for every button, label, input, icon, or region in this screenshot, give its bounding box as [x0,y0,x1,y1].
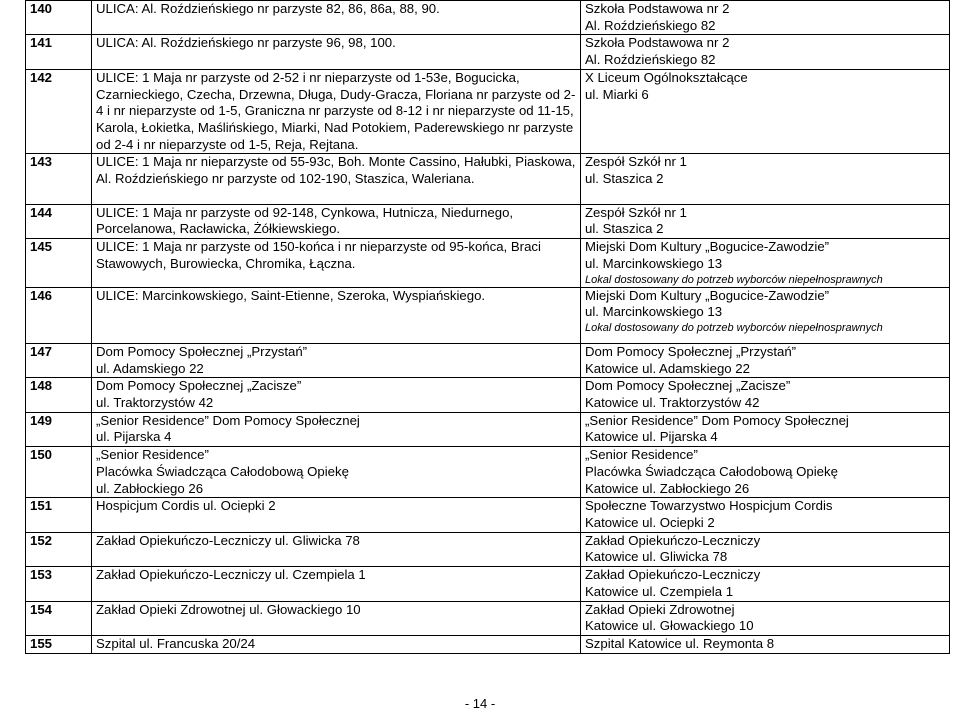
location-line: Placówka Świadcząca Całodobową Opiekę [585,463,838,479]
table-row [26,35,950,69]
table-row [26,204,950,238]
district-number: 149 [26,412,92,446]
accessibility-note: Lokal dostosowany do potrzeb wyborców niepełnosprawnych [585,273,883,286]
location-line: Zakład Opiekuńczo-Leczniczy [585,567,761,583]
polling-station-location [581,154,950,204]
polling-station-location [581,343,950,377]
streets-line: ul. Traktorzystów 42 [96,395,214,411]
streets-line: ULICE: 1 Maja nr parzyste od 92-148, Cynkowa, Hutnicza, Niedurnego, [96,204,514,220]
location-line: ul. Staszica 2 [585,221,664,237]
polling-station-location [581,447,950,498]
table-row [26,498,950,532]
streets-line: Hospicjum Cordis ul. Ociepki 2 [96,498,276,514]
table-row [26,412,950,446]
table-row [26,532,950,566]
polling-station-location [581,567,950,601]
streets-line: Zakład Opiekuńczo-Leczniczy ul. Gliwicka 78 [96,532,360,548]
location-line: Katowice ul. Czempiela 1 [585,583,734,599]
streets-line: 4 i nr nieparzyste od 1-5, Graniczna nr parzyste od 8-12 i nr nieparzyste od 11-15, [96,103,574,119]
streets-line: ULICA: Al. Roździeńskiego nr parzyste 96, 98, 100. [96,35,396,51]
table-body [26,1,950,654]
polling-districts-table [25,0,950,654]
location-line: Katowice ul. Adamskiego 22 [585,360,750,376]
district-streets [92,601,581,635]
location-line: Szkoła Podstawowa nr 2 [585,35,730,51]
streets-line: Dom Pomocy Społecznej „Przystań” [96,343,308,359]
streets-line: „Senior Residence” Dom Pomocy Społecznej [96,412,360,428]
streets-line: Szpital ul. Francuska 20/24 [96,635,256,651]
streets-line: Stawowych, Burowiecka, Chromika, Łączna. [96,255,356,271]
district-streets [92,1,581,35]
streets-line: ULICE: 1 Maja nr parzyste od 150-końca i nr nieparzyste od 95-końca, Braci [96,239,541,255]
district-number: 154 [26,601,92,635]
district-streets [92,412,581,446]
location-line: Al. Roździeńskiego 82 [585,17,716,33]
table-row [26,567,950,601]
location-line: ul. Marcinkowskiego 13 [585,255,723,271]
district-streets [92,447,581,498]
streets-line: od 2-4 i nr nieparzyste od 1-5, Reja, Rejtana. [96,136,359,152]
streets-line: ul. Zabłockiego 26 [96,480,204,496]
district-streets [92,154,581,204]
district-streets [92,69,581,154]
location-line: Szkoła Podstawowa nr 2 [585,1,730,16]
location-line: Zespół Szkół nr 1 [585,154,687,170]
streets-line: ul. Pijarska 4 [96,429,172,445]
location-line: X Liceum Ogólnokształcące [585,69,748,85]
accessibility-note: Lokal dostosowany do potrzeb wyborców niepełnosprawnych [585,321,883,334]
location-line: Dom Pomocy Społecznej „Przystań” [585,343,797,359]
location-line: Al. Roździeńskiego 82 [585,52,716,68]
streets-line: Czarnieckiego, Czecha, Drzewna, Długa, Dudy-Gracza, Floriana nr parzyste od 2- [96,86,576,102]
streets-line: Karola, Łokietka, Maślińskiego, Miarki, Nad Potokiem, Paderewskiego nr parzyste [96,119,574,135]
district-number: 148 [26,378,92,412]
table-row [26,239,950,287]
district-number: 151 [26,498,92,532]
district-streets [92,635,581,653]
district-number: 155 [26,635,92,653]
location-line: Katowice ul. Traktorzystów 42 [585,395,760,411]
location-line: ul. Miarki 6 [585,86,649,102]
table-row [26,154,950,204]
streets-line: ULICA: Al. Roździeńskiego nr parzyste 82, 86, 86a, 88, 90. [96,1,440,16]
location-line: Miejski Dom Kultury „Bogucice-Zawodzie” [585,239,830,255]
location-line: Zakład Opieki Zdrowotnej [585,601,735,617]
district-number: 145 [26,239,92,287]
district-streets [92,532,581,566]
district-number: 141 [26,35,92,69]
location-line: Szpital Katowice ul. Reymonta 8 [585,635,775,651]
location-line: Społeczne Towarzystwo Hospicjum Cordis [585,498,833,514]
district-number: 146 [26,287,92,343]
table-row [26,635,950,653]
district-number: 144 [26,204,92,238]
location-line: „Senior Residence” [585,447,698,463]
polling-station-location [581,601,950,635]
streets-line: ULICE: 1 Maja nr parzyste od 2-52 i nr nieparzyste od 1-53e, Bogucicka, [96,69,520,85]
polling-station-location [581,412,950,446]
streets-line: Dom Pomocy Społecznej „Zacisze” [96,378,302,394]
streets-line: ULICE: 1 Maja nr nieparzyste od 55-93c, Boh. Monte Cassino, Hałubki, Piaskowa, [96,154,576,170]
polling-station-location [581,1,950,35]
location-line: ul. Marcinkowskiego 13 [585,304,723,320]
polling-station-location [581,635,950,653]
table-row [26,343,950,377]
district-number: 152 [26,532,92,566]
streets-line: „Senior Residence” [96,447,209,463]
streets-line: ULICE: Marcinkowskiego, Saint-Etienne, Szeroka, Wyspiańskiego. [96,287,486,303]
polling-station-location [581,69,950,154]
district-streets [92,498,581,532]
district-number: 150 [26,447,92,498]
location-line: ul. Staszica 2 [585,171,664,187]
location-line: Katowice ul. Gliwicka 78 [585,549,728,565]
polling-station-location [581,287,950,343]
streets-line: Zakład Opiekuńczo-Leczniczy ul. Czempiela 1 [96,567,366,583]
district-streets [92,343,581,377]
table-row [26,287,950,343]
district-streets [92,567,581,601]
district-streets [92,35,581,69]
streets-line: Al. Roździeńskiego nr parzyste od 102-190, Staszica, Waleriana. [96,171,475,187]
location-line: Zespół Szkół nr 1 [585,204,687,220]
table-row [26,69,950,154]
polling-station-location [581,498,950,532]
polling-station-location [581,239,950,287]
table-row [26,1,950,35]
streets-line: Zakład Opieki Zdrowotnej ul. Głowackiego 10 [96,601,361,617]
district-number: 147 [26,343,92,377]
polling-station-location [581,204,950,238]
location-line: Katowice ul. Ociepki 2 [585,514,715,530]
location-line: Dom Pomocy Społecznej „Zacisze” [585,378,791,394]
table-row [26,447,950,498]
location-line: Katowice ul. Pijarska 4 [585,429,718,445]
district-streets [92,239,581,287]
location-line: „Senior Residence” Dom Pomocy Społecznej [585,412,849,428]
location-line: Katowice ul. Zabłockiego 26 [585,480,750,496]
polling-station-location [581,378,950,412]
table-row [26,378,950,412]
streets-line: ul. Adamskiego 22 [96,360,204,376]
streets-line: Placówka Świadcząca Całodobową Opiekę [96,463,349,479]
district-number: 153 [26,567,92,601]
district-number: 143 [26,154,92,204]
polling-station-location [581,532,950,566]
polling-station-location [581,35,950,69]
location-line: Miejski Dom Kultury „Bogucice-Zawodzie” [585,287,830,303]
streets-line: Porcelanowa, Racławicka, Żółkiewskiego. [96,221,341,237]
location-line: Katowice ul. Głowackiego 10 [585,618,754,634]
district-number: 140 [26,1,92,35]
location-line: Zakład Opiekuńczo-Leczniczy [585,532,761,548]
district-streets [92,378,581,412]
district-streets [92,287,581,343]
page-number: - 14 - [464,696,496,711]
district-number: 142 [26,69,92,154]
district-streets [92,204,581,238]
table-row [26,601,950,635]
